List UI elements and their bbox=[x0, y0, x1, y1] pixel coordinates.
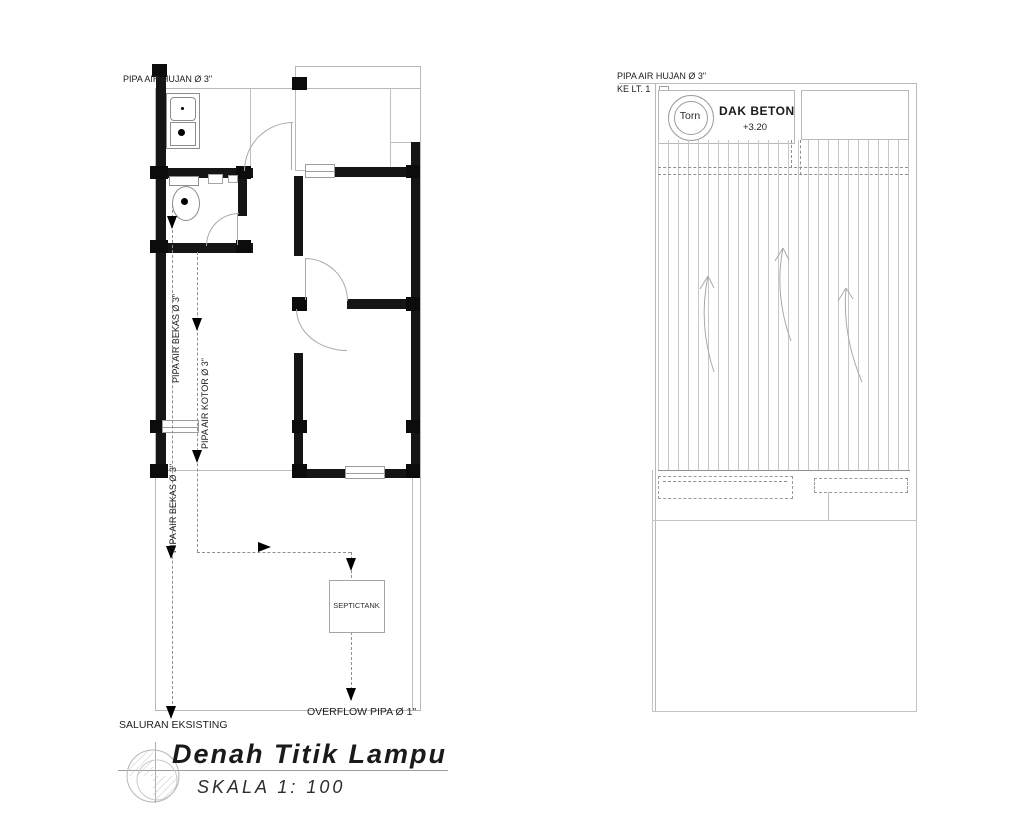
hidden-outline-dashed bbox=[814, 478, 908, 493]
wall-segment bbox=[294, 353, 303, 478]
flow-arrow-down-icon bbox=[192, 450, 202, 463]
door-leaf bbox=[237, 213, 238, 245]
window bbox=[305, 164, 335, 178]
toilet-drain bbox=[181, 198, 188, 205]
label-dak-beton: DAK BETON bbox=[719, 104, 795, 118]
window bbox=[162, 420, 199, 433]
pipe-line-to-septictank bbox=[197, 552, 351, 553]
column bbox=[150, 464, 168, 478]
pipe-line-bekas bbox=[172, 205, 173, 714]
label-ke-lt-1: KE LT. 1 bbox=[617, 84, 651, 94]
wall-segment bbox=[156, 252, 166, 478]
flow-arrow-down-icon bbox=[346, 558, 356, 571]
wall-segment bbox=[294, 176, 303, 256]
label-pipa-air-bekas-upper: PIPA AIR BEKAS Ø 3" bbox=[171, 293, 181, 383]
boundary-inner-line bbox=[412, 478, 413, 709]
wall-segment bbox=[156, 70, 166, 180]
carport-roof-outline bbox=[295, 66, 421, 171]
column bbox=[406, 165, 420, 178]
flow-arrow-down-icon bbox=[166, 706, 176, 719]
label-pipa-air-kotor: PIPA AIR KOTOR Ø 3" bbox=[200, 358, 210, 449]
carport-inner-line bbox=[390, 142, 412, 143]
flow-arrow-down-icon bbox=[346, 688, 356, 701]
roof-ridge-dashed-line bbox=[658, 174, 908, 175]
bath-faucet bbox=[208, 174, 223, 184]
roof-hidden-edge-dashed bbox=[791, 140, 792, 168]
drawing-title: Denah Titik Lampu bbox=[172, 739, 448, 769]
leader-line bbox=[619, 83, 709, 84]
building-step-line bbox=[828, 492, 829, 520]
sink-basin-drain bbox=[181, 107, 184, 110]
column bbox=[406, 297, 420, 311]
sink-drain bbox=[178, 129, 185, 136]
flow-arrow-down-icon bbox=[192, 318, 202, 331]
label-pipa-air-hujan: PIPA AIR HUJAN Ø 3" bbox=[123, 74, 213, 84]
column bbox=[292, 420, 307, 433]
column bbox=[292, 77, 307, 90]
label-saluran-eksisting: SALURAN EKSISTING bbox=[119, 719, 228, 731]
terrace-edge-line bbox=[166, 470, 294, 471]
building-step-line bbox=[652, 470, 653, 521]
wall-segment bbox=[238, 178, 247, 216]
column bbox=[150, 240, 168, 253]
roof-hidden-edge-dashed bbox=[800, 140, 801, 175]
drawing-scale: SKALA 1: 100 bbox=[197, 777, 346, 797]
carport-inner-line bbox=[390, 88, 391, 168]
label-overflow-pipa: OVERFLOW PIPA Ø 1" bbox=[307, 706, 417, 718]
label-elevation: +3.20 bbox=[742, 122, 768, 133]
hidden-outline-dashed bbox=[663, 481, 787, 482]
column bbox=[406, 464, 420, 478]
upper-roof-box bbox=[801, 90, 909, 140]
flow-arrow-down-icon bbox=[167, 216, 177, 229]
flow-arrow-right-icon bbox=[258, 542, 271, 552]
door-leaf bbox=[291, 122, 292, 170]
label-torn: Torn bbox=[679, 110, 701, 122]
door-leaf bbox=[305, 258, 306, 300]
toilet-tank bbox=[169, 176, 199, 186]
roof-slope-arrows bbox=[658, 240, 910, 475]
pipe-line-kotor bbox=[197, 252, 198, 552]
column bbox=[292, 464, 307, 478]
floor-drain bbox=[228, 175, 238, 183]
window bbox=[345, 466, 385, 479]
yard-boundary bbox=[652, 520, 917, 712]
septictank-label: SEPTICTANK bbox=[333, 601, 380, 610]
hidden-outline-dashed bbox=[658, 476, 793, 499]
label-pipa-air-bekas-lower: PIPA AIR BEKAS Ø 3" bbox=[168, 463, 178, 553]
column bbox=[150, 166, 168, 179]
column bbox=[406, 420, 420, 433]
roof-ridge-dashed-line bbox=[658, 167, 908, 168]
label-pipa-air-hujan-roof: PIPA AIR HUJAN Ø 3" bbox=[617, 71, 707, 81]
